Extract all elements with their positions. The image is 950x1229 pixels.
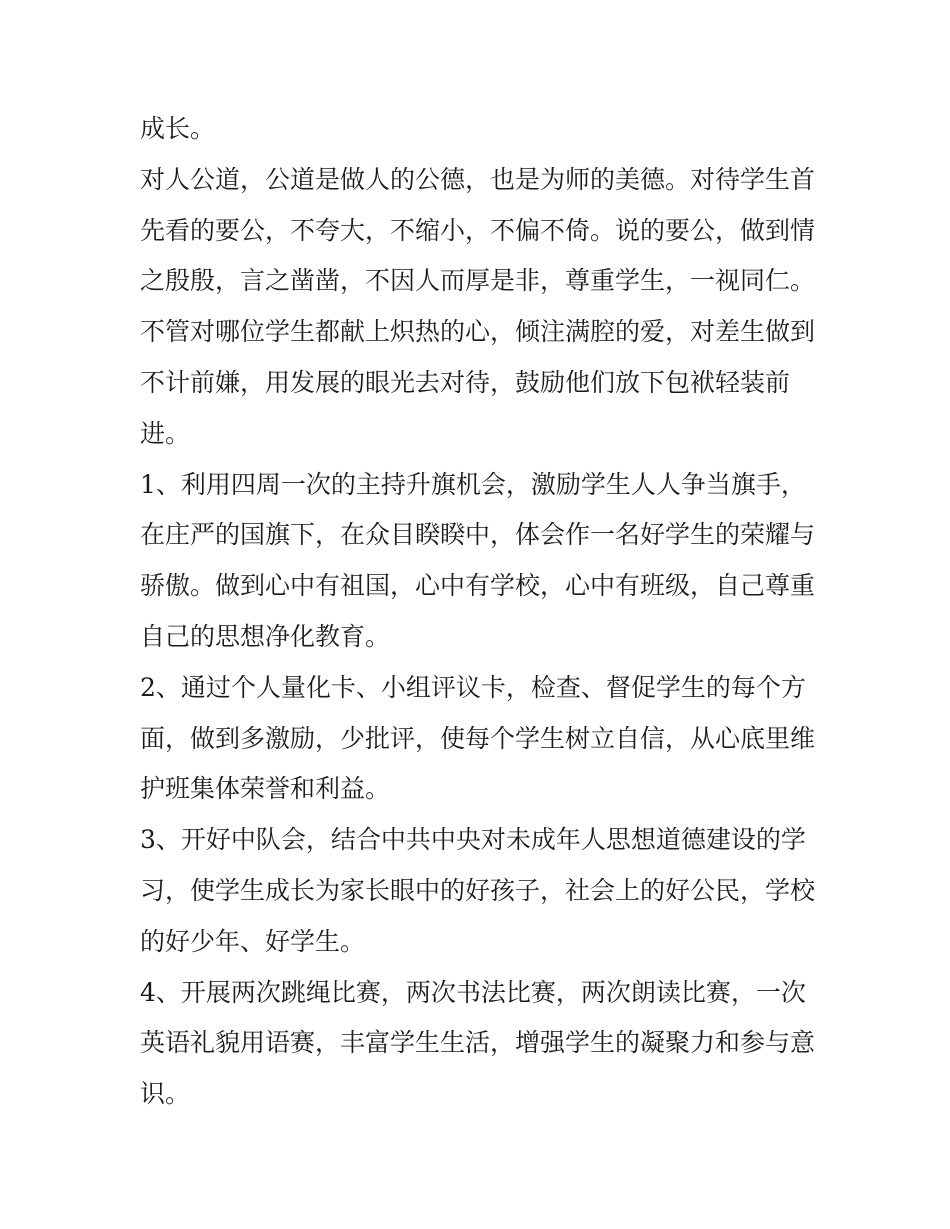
text-line: 2、通过个人量化卡、小组评议卡，检查、督促学生的每个方 <box>140 672 806 702</box>
text-line: 之殷殷，言之凿凿，不因人而厚是非，尊重学生，一视同仁。 <box>140 266 816 296</box>
text-line: 护班集体荣誉和利益。 <box>140 774 391 804</box>
text-line: 进。 <box>140 418 191 448</box>
text-line: 先看的要公，不夸大，不缩小，不偏不倚。说的要公，做到情 <box>140 215 816 245</box>
text-line: 成长。 <box>140 114 216 143</box>
body-text <box>140 104 820 1120</box>
text-line: 自己的思想净化教育。 <box>140 621 391 651</box>
text-line: 面，做到多激励，少批评，使每个学生树立自信，从心底里维 <box>140 723 816 753</box>
text-line: 识。 <box>140 1079 191 1109</box>
text-line: 不计前嫌，用发展的眼光去对待，鼓励他们放下包袱轻装前 <box>140 367 791 397</box>
text-line: 对人公道，公道是做人的公德，也是为师的美德。对待学生首 <box>140 164 816 194</box>
text-line: 英语礼貌用语赛，丰富学生生活，增强学生的凝聚力和参与意 <box>140 1028 816 1058</box>
text-line: 的好少年、好学生。 <box>140 926 366 956</box>
text-line: 1、利用四周一次的主持升旗机会，激励学生人人争当旗手， <box>140 469 806 499</box>
text-line: 骄傲。做到心中有祖国，心中有学校，心中有班级，自己尊重 <box>140 571 816 601</box>
text-line: 4、开展两次跳绳比赛，两次书法比赛，两次朗读比赛，一次 <box>140 977 806 1007</box>
text-line: 3、开好中队会，结合中共中央对未成年人思想道德建设的学 <box>140 825 806 855</box>
text-line: 习，使学生成长为家长眼中的好孩子，社会上的好公民，学校 <box>140 875 816 905</box>
text-line: 不管对哪位学生都献上炽热的心，倾注满腔的爱，对差生做到 <box>140 317 816 347</box>
text-line: 在庄严的国旗下，在众目睽睽中，体会作一名好学生的荣耀与 <box>140 520 816 550</box>
